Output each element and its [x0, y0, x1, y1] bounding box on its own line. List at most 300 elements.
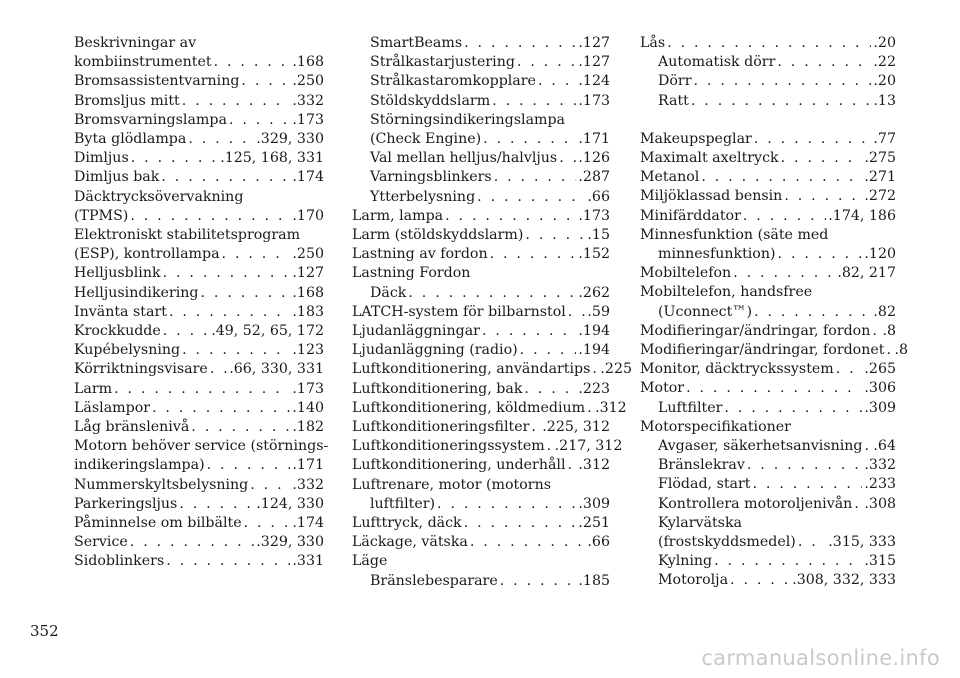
index-entry-pages: .271 — [864, 169, 896, 186]
index-entry-pages: .125, 168, 331 — [220, 150, 324, 167]
index-entry — [352, 514, 610, 533]
leader-dots — [538, 72, 576, 91]
index-entry-pages: .265 — [864, 361, 896, 378]
leader-dots — [207, 456, 291, 475]
index-entry — [352, 399, 627, 418]
index-entry-label: Strålkastaromkopplare — [370, 73, 536, 90]
index-entry-pages: .77 — [873, 130, 896, 147]
index-entry-label: Metanol — [640, 169, 700, 186]
index-entry-label: Stöldskyddslarm — [370, 92, 491, 109]
leader-dots — [701, 168, 862, 187]
index-entry — [352, 149, 610, 168]
index-entry-label: Avgaser, säkerhetsanvisning — [658, 438, 863, 455]
index-entry-pages: .127 — [578, 35, 610, 51]
index-entry-label: Varningsblinkers — [370, 169, 492, 186]
index-entry-pages: .312 — [578, 457, 610, 474]
index-entry-label: Lufttryck, däck — [352, 515, 462, 532]
index-entry-label: Modifieringar/ändringar, fordonet — [640, 342, 885, 359]
index-column-3 — [640, 34, 909, 591]
leader-dots — [784, 187, 862, 206]
index-entry-pages: .13 — [873, 92, 896, 109]
index-entry-label: Mobiltelefon — [640, 265, 732, 282]
index-entry — [640, 571, 896, 590]
index-entry-pages: .275 — [864, 150, 896, 167]
index-entry-label: Motorspecifikationer — [640, 418, 791, 435]
index-entry-pages: .168 — [292, 54, 324, 71]
leader-dots — [464, 514, 577, 533]
index-entry — [640, 53, 896, 72]
index-entry-pages: .250 — [292, 246, 324, 263]
index-entry-label: Luftkonditionering, köldmedium — [352, 399, 586, 416]
index-entry — [74, 111, 324, 130]
index-entry — [640, 360, 896, 379]
index-entry — [640, 514, 896, 552]
index-entry — [352, 92, 610, 111]
index-entry — [74, 284, 324, 303]
index-entry — [74, 360, 324, 379]
index-entry-pages: .123 — [292, 342, 324, 359]
index-entry-label: Störningsindikeringslampa — [370, 111, 566, 128]
leader-dots — [524, 380, 576, 399]
leader-dots — [865, 437, 872, 456]
leader-dots — [781, 149, 863, 168]
leader-dots — [201, 284, 291, 303]
leader-dots — [886, 341, 892, 360]
leader-dots — [568, 456, 577, 475]
index-entry-label: Dimljus bak — [74, 169, 160, 186]
leader-dots — [163, 264, 291, 283]
leader-dots — [244, 514, 291, 533]
index-entry — [74, 303, 324, 322]
leader-dots — [854, 495, 862, 514]
leader-dots — [130, 207, 290, 226]
index-entry-pages: .183 — [292, 303, 324, 320]
leader-dots — [250, 476, 290, 495]
leader-dots — [477, 188, 585, 207]
index-entry-label: Larm (stöldskyddslarm) — [352, 227, 524, 244]
index-entry — [640, 168, 896, 187]
index-entry — [352, 226, 610, 245]
leader-dots — [531, 418, 540, 437]
index-entry-pages: .306 — [864, 380, 896, 397]
leader-dots — [559, 149, 576, 168]
index-entry — [74, 476, 324, 495]
leader-dots — [152, 399, 290, 418]
watermark: carmanualsonline.info — [701, 646, 940, 670]
section-gap — [640, 111, 896, 130]
index-entry-pages: .233 — [864, 476, 896, 493]
leader-dots — [483, 130, 576, 149]
index-entry — [352, 456, 610, 475]
leader-dots — [733, 264, 835, 283]
index-entry — [74, 34, 324, 72]
leader-dots — [492, 92, 576, 111]
index-entry-label: Motor — [640, 380, 685, 397]
index-entry-label: Däck — [370, 284, 407, 301]
index-column-2 — [352, 34, 633, 591]
leader-dots — [408, 284, 576, 303]
index-entry-label: indikeringslampa) — [74, 457, 205, 474]
index-entry-pages: .174, 186 — [828, 207, 896, 224]
index-entry — [74, 92, 324, 111]
index-entry-pages: .332 — [292, 476, 324, 493]
leader-dots — [161, 168, 290, 187]
index-entry-pages: .312 — [595, 399, 627, 416]
index-entry-pages: .82 — [873, 303, 896, 320]
leader-dots — [182, 341, 290, 360]
index-entry-label: Strålkastarjustering — [370, 54, 515, 71]
index-entry-label: Luftkonditioneringssystem — [352, 438, 545, 455]
leader-dots — [130, 533, 255, 552]
index-entry-label: Luftkonditionering, bak — [352, 380, 523, 397]
index-entry-pages: .308 — [864, 495, 896, 512]
leader-dots — [691, 92, 872, 111]
index-entry-label: luftfilter) — [370, 495, 436, 512]
index-entry-pages: .59 — [587, 303, 610, 320]
index-entry-pages: .170 — [292, 207, 324, 224]
leader-dots — [210, 360, 227, 379]
index-entry-label: Makeupspeglar — [640, 130, 752, 147]
index-entry — [640, 437, 896, 456]
leader-dots — [547, 437, 553, 456]
index-entry — [352, 34, 610, 53]
index-entry-pages: .127 — [578, 54, 610, 71]
index-entry — [352, 168, 610, 187]
leader-dots — [520, 341, 577, 360]
leader-dots — [517, 53, 576, 72]
index-entry-label: Bromsljus mitt — [74, 92, 180, 109]
index-entry-label: Sidoblinkers — [74, 553, 165, 570]
index-entry — [74, 341, 324, 360]
leader-dots — [191, 418, 290, 437]
index-entry-label: LATCH-system för bilbarnstol — [352, 303, 566, 320]
index-entry-label: Helljusblink — [74, 265, 161, 282]
index-entry-label: (TPMS) — [74, 207, 129, 224]
index-entry-label: Lastning av fordon — [352, 246, 488, 263]
index-entry — [352, 380, 610, 399]
index-entry-pages: .152 — [578, 246, 610, 263]
leader-dots — [169, 303, 290, 322]
index-entry-label: Minnesfunktion (säte med — [640, 226, 829, 243]
leader-dots — [730, 571, 790, 590]
index-entry — [352, 437, 623, 456]
index-entry-label: Läckage, vätska — [352, 534, 468, 551]
leader-dots — [131, 149, 218, 168]
index-entry-label: Luftkonditionering, underhåll — [352, 457, 566, 474]
index-entry — [74, 437, 329, 475]
index-entry-label: Lås — [640, 35, 666, 51]
index-entry-label: Låg bränslenivå — [74, 419, 190, 436]
index-entry — [640, 379, 896, 398]
index-entry-label: Miljöklassad bensin — [640, 188, 783, 205]
index-entry-pages: .127 — [292, 265, 324, 282]
leader-dots — [836, 360, 863, 379]
index-entry — [640, 495, 896, 514]
index-entry-label: Kontrollera motoroljenivån — [658, 495, 853, 512]
index-entry-pages: .22 — [873, 54, 896, 71]
index-entry — [74, 168, 324, 187]
index-entry-label: Motorn behöver service (störnings- — [74, 438, 329, 455]
index-entry-label: Nummerskyltsbelysning — [74, 476, 249, 493]
index-entry-pages: .168 — [292, 284, 324, 301]
index-entry — [352, 72, 610, 91]
index-entry-pages: .309 — [578, 495, 610, 512]
index-entry — [352, 53, 610, 72]
index-entry — [352, 360, 633, 379]
index-entry — [640, 322, 896, 341]
index-entry — [640, 149, 896, 168]
index-entry-pages: .124 — [578, 73, 610, 90]
index-entry-pages: .329, 330 — [256, 131, 324, 148]
index-entry-label: (Check Engine) — [370, 131, 482, 148]
index-entry-pages: .82, 217 — [837, 265, 896, 282]
index-entry — [74, 418, 324, 437]
leader-dots — [470, 533, 586, 552]
leader-dots — [724, 399, 862, 418]
index-entry-label: Ljudanläggningar — [352, 323, 480, 340]
index-entry — [352, 572, 610, 591]
index-entry-label: Flödad, start — [658, 476, 751, 493]
index-entry-pages: .251 — [578, 515, 610, 532]
leader-dots — [166, 552, 290, 571]
index-entry-label: Kupébelysning — [74, 342, 181, 359]
index-entry-pages: .49, 52, 65, 172 — [211, 323, 324, 340]
index-entry — [74, 495, 324, 514]
index-entry-pages: .20 — [873, 35, 896, 51]
index-entry-label: Byta glödlampa — [74, 131, 187, 148]
index-entry-label: Motorolja — [658, 572, 729, 589]
index-entry-label: (Uconnect™) — [658, 303, 753, 320]
index-entry — [352, 476, 610, 514]
index-entry-label: Larm — [74, 380, 113, 397]
index-entry-label: Körriktningsvisare — [74, 361, 208, 378]
index-entry — [74, 322, 324, 341]
index-entry-pages: .315, 333 — [828, 534, 896, 551]
leader-dots — [188, 130, 254, 149]
index-entry-pages: .250 — [292, 73, 324, 90]
index-entry-label: Inväntа start — [74, 303, 167, 320]
index-entry — [74, 72, 324, 91]
index-entry-label: Val mellan helljus/halvljus — [370, 150, 558, 167]
index-entry-label: Dimljus — [74, 150, 129, 167]
index-entry-pages: .140 — [292, 399, 324, 416]
index-entry-pages: .223 — [578, 380, 610, 397]
index-entry — [352, 303, 610, 322]
index-entry-pages: .182 — [292, 419, 324, 436]
index-entry-pages: .124, 330 — [256, 495, 324, 512]
index-entry — [640, 264, 896, 283]
leader-dots — [482, 322, 576, 341]
index-entry-pages: .174 — [292, 515, 324, 532]
index-entry — [352, 322, 610, 341]
index-entry-label: Modifieringar/ändringar, fordon — [640, 322, 871, 339]
index-entry — [352, 533, 610, 552]
index-entry-pages: .194 — [578, 342, 610, 359]
index-entry — [74, 552, 324, 571]
index-entry-label: Läslampor — [74, 399, 151, 416]
leader-dots — [222, 245, 291, 264]
leader-dots — [753, 475, 863, 494]
index-entry — [74, 188, 324, 226]
index-entry-label: Luftkonditioneringsfilter — [352, 419, 530, 436]
index-entry-label: Parkeringsljus — [74, 495, 178, 512]
leader-dots — [754, 303, 871, 322]
index-entry — [74, 149, 324, 168]
index-entry-label: Automatisk dörr — [658, 54, 776, 71]
index-entry — [352, 245, 610, 264]
leader-dots — [693, 72, 871, 91]
page-number: 352 — [30, 622, 59, 640]
leader-dots — [743, 207, 826, 226]
leader-dots — [464, 34, 576, 53]
index-entry — [640, 226, 896, 264]
index-entry-label: Lastning Fordon — [352, 265, 471, 282]
index-entry-pages: .173 — [578, 207, 610, 224]
leader-dots — [777, 53, 871, 72]
index-entry — [74, 399, 324, 418]
index-entry-label: Maximalt axeltryck — [640, 150, 779, 167]
index-entry-label: Monitor, däcktryckssystem — [640, 361, 834, 378]
index-entry-label: Service — [74, 534, 128, 551]
index-entry — [352, 284, 610, 303]
index-entry-pages: .20 — [873, 73, 896, 90]
index-entry — [640, 341, 909, 360]
index-entry-pages: .272 — [864, 188, 896, 205]
index-entry-pages: .126 — [578, 150, 610, 167]
leader-dots — [490, 245, 577, 264]
leader-dots — [182, 92, 291, 111]
leader-dots — [587, 399, 593, 418]
index-entry-label: Ytterbelysning — [370, 188, 476, 205]
index-entry-label: Bromsassistentvarning — [74, 73, 240, 90]
index-entry-pages: .66, 330, 331 — [229, 361, 324, 378]
index-entry-label: (ESP), kontrollampa — [74, 246, 220, 263]
index-entry-pages: .217, 312 — [554, 438, 623, 455]
index-entry-label: Beskrivningar av — [74, 35, 197, 51]
index-entry-pages: .332 — [292, 92, 324, 109]
leader-dots — [500, 572, 577, 591]
index-entry — [640, 399, 896, 418]
index-entry-pages: .331 — [292, 553, 324, 570]
index-entry-label: Mobiltelefon, handsfree — [640, 284, 813, 301]
index-entry-pages: .171 — [578, 131, 610, 148]
leader-dots — [445, 207, 576, 226]
index-entry-pages: .225, 312 — [542, 419, 610, 436]
index-entry-label: Kylning — [658, 553, 713, 570]
index-entry-pages: .8 — [882, 322, 896, 339]
leader-dots — [798, 533, 826, 552]
index-entry-pages: .194 — [578, 323, 610, 340]
index-entry-pages: .309 — [864, 399, 896, 416]
leader-dots — [437, 495, 576, 514]
index-entry-pages: .287 — [578, 169, 610, 186]
index-column-1 — [74, 34, 329, 572]
leader-dots — [714, 552, 862, 571]
index-entry-label: Ljudanläggning (radio) — [352, 342, 518, 359]
index-entry-pages: .8 — [894, 342, 909, 359]
leader-dots — [214, 53, 291, 72]
index-entry-label: Luftfilter — [658, 399, 723, 416]
index-entry — [352, 341, 610, 360]
index-entry-pages: .173 — [292, 380, 324, 397]
index-entry-pages: .185 — [578, 572, 610, 589]
index-entry-pages: .15 — [587, 227, 610, 244]
index-entry — [640, 130, 896, 149]
index-entry-label: minnesfunktion) — [658, 246, 776, 263]
index-entry-label: Bränslebesparare — [370, 572, 498, 589]
leader-dots — [525, 226, 585, 245]
index-entry-label: Krockkudde — [74, 323, 161, 340]
leader-dots — [568, 303, 586, 322]
leader-dots — [872, 322, 880, 341]
leader-dots — [667, 34, 871, 53]
index-entry-pages: .174 — [292, 169, 324, 186]
index-entry — [640, 72, 896, 91]
index-entry — [352, 418, 610, 437]
index-entry-label: Larm, lampa — [352, 207, 444, 224]
index-entry-pages: .332 — [864, 457, 896, 474]
index-entry — [640, 207, 896, 226]
index-entry-label: Luftrenare, motor (motorns — [352, 476, 551, 493]
leader-dots — [163, 322, 209, 341]
index-entry-pages: .66 — [587, 188, 610, 205]
index-entry — [640, 475, 896, 494]
index-entry-label: Dörr — [658, 73, 692, 90]
index-entry — [74, 226, 324, 264]
index-entry — [74, 264, 324, 283]
index-entry-label: kombiinstrumentet — [74, 54, 212, 71]
index-entry-label: (frostskyddsmedel) — [658, 534, 796, 551]
leader-dots — [754, 130, 872, 149]
index-entry-pages: .262 — [578, 284, 610, 301]
index-entry-label: Minifärddator — [640, 207, 741, 224]
index-entry-label: Kylarvätska — [658, 514, 742, 531]
leader-dots — [778, 245, 863, 264]
leader-dots — [241, 72, 290, 91]
index-entry-pages: .308, 332, 333 — [792, 572, 896, 589]
index-entry-pages: .66 — [587, 534, 610, 551]
index-entry — [74, 533, 324, 552]
index-entry-label: Helljusindikering — [74, 284, 199, 301]
index-entry-label: Bränslekrav — [658, 457, 745, 474]
index-entry-label: SmartBeams — [370, 35, 463, 51]
index-entry-label: Bromsvarningslampa — [74, 111, 227, 128]
index-entry-pages: .171 — [292, 457, 324, 474]
index-entry-label: Luftkonditionering, användartips — [352, 361, 591, 378]
index-entry-pages: .173 — [292, 111, 324, 128]
index-entry — [352, 552, 610, 571]
index-entry-label: Elektroniskt stabilitetsprogram — [74, 227, 301, 244]
index-entry-pages: .329, 330 — [256, 534, 324, 551]
leader-dots — [494, 168, 577, 187]
index-entry — [640, 418, 896, 437]
leader-dots — [592, 360, 598, 379]
index-entry-label: Påminnelse om bilbälte — [74, 515, 242, 532]
leader-dots — [686, 379, 862, 398]
index-entry-pages: .64 — [873, 438, 896, 455]
index-entry-pages: .225 — [600, 361, 633, 378]
index-entry — [640, 456, 896, 475]
index-entry — [74, 514, 324, 533]
index-entry-pages: .173 — [578, 92, 610, 109]
index-entry — [352, 207, 610, 226]
index-entry-label: Läge — [352, 553, 388, 570]
index-entry — [352, 188, 610, 207]
index-entry — [352, 264, 610, 283]
index-entry — [74, 380, 324, 399]
index-entry-label: Ratt — [658, 92, 689, 109]
leader-dots — [179, 495, 254, 514]
